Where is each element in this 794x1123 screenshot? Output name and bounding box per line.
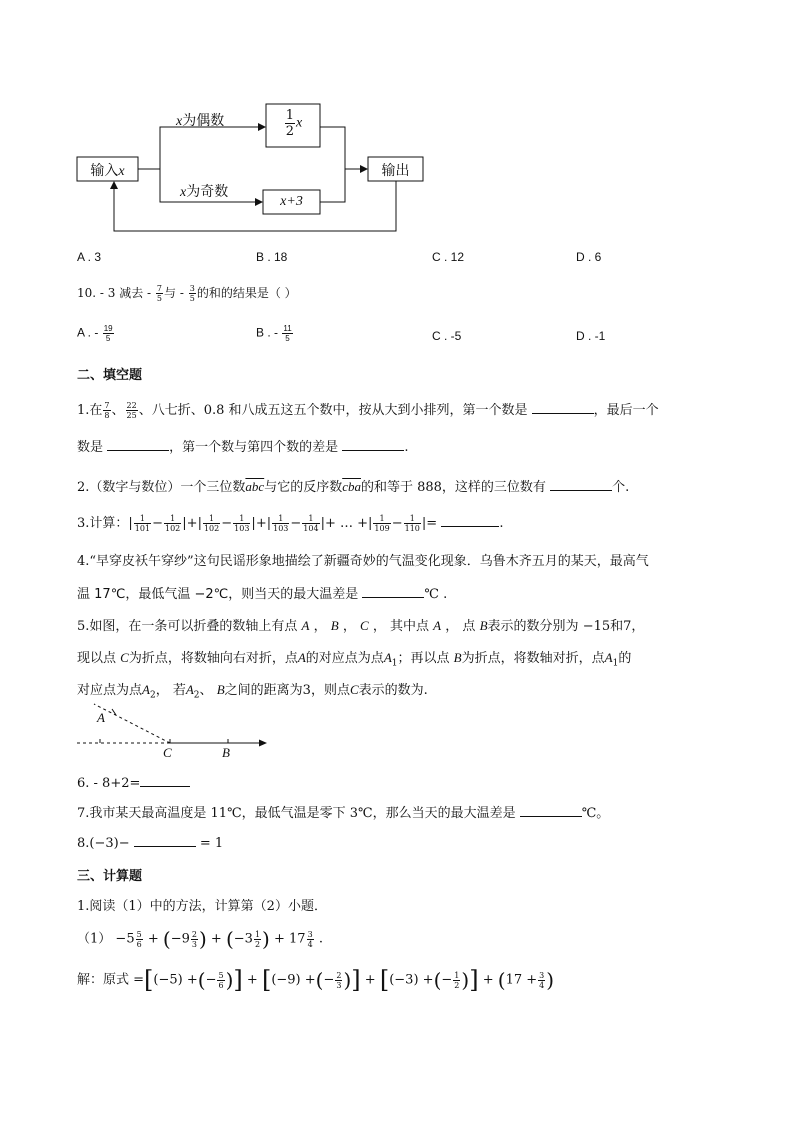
q9-option-a: A . 3 bbox=[77, 250, 102, 264]
fill4-line2: 温 17℃，最低气温 −2℃，则当天的最大温差是 ℃ . bbox=[77, 583, 447, 602]
calc1-intro: 1.阅读（1）中的方法，计算第（2）小题． bbox=[77, 899, 327, 914]
input-text: 输入 bbox=[90, 163, 119, 179]
fill5-line2: 现以点 C为折点，将数轴向右对折，点A的对应点为点$A_1$；再以点 B为折点，将数轴对折，点$A_1$的 bbox=[77, 650, 632, 669]
fill5-line1: 5.如图，在一条可以折叠的数轴上有点 A ， B ， C ， 其中点 A ， 点 B表示的数分别为 −15和7， bbox=[77, 618, 645, 634]
q10-frac-2: $\frac{3}{5}$ bbox=[189, 284, 195, 303]
q9-option-b: B . 18 bbox=[256, 250, 288, 264]
odd-var: x bbox=[180, 185, 187, 200]
section-2-heading: 二、填空题 bbox=[77, 368, 143, 383]
plus3-box-label: x+3 bbox=[280, 194, 303, 209]
output-box-label: 输出 bbox=[381, 163, 410, 179]
q10-option-a: A . - $\frac{19}{5}$ bbox=[77, 324, 113, 343]
half-var: x bbox=[296, 115, 303, 131]
fill8: 8.(−3)− = 1 bbox=[77, 833, 223, 851]
fig5-label-b: B bbox=[222, 745, 230, 760]
odd-text: 为奇数 bbox=[186, 184, 229, 200]
q10-option-b: B . - $\frac{11}{5}$ bbox=[256, 324, 292, 343]
fig5-label-a: A bbox=[97, 710, 105, 725]
fill2: 2.（数字与数位）一个三位数$\overline{abc}$与它的反序数$\overline{cba}$的和等于 888，这样的三位数有 个. bbox=[77, 479, 630, 495]
q9-option-c: C . 12 bbox=[432, 250, 465, 264]
q10-option-d: D . -1 bbox=[576, 329, 606, 343]
fill4-line1: 4.“早穿皮袄午穿纱”这句民谣形象地描绘了新疆奇妙的气温变化现象．乌鲁木齐五月的某天，最高气 bbox=[77, 554, 649, 569]
section-3-heading: 三、计算题 bbox=[77, 869, 143, 884]
half-fraction: $\frac{1}{2}$ bbox=[285, 108, 295, 139]
q10-frac-1: $\frac{7}{5}$ bbox=[156, 284, 163, 303]
even-text: 为偶数 bbox=[182, 113, 225, 129]
q9-option-d: D . 6 bbox=[576, 250, 602, 264]
fill5-line3: 对应点为点$A_2$， 若$A_2$、 B之间的距离为3，则点C表示的数为. bbox=[77, 682, 428, 701]
fill8-blank[interactable] bbox=[134, 833, 196, 847]
fill6-blank[interactable] bbox=[140, 773, 190, 787]
fill1-line1: 1.在 $\frac{7}{8}$ 、 $\frac{22}{25}$ 、八七折、0.8 和八成五这五个数中，按从大到小排列，第一个数是 ，最后一个 bbox=[77, 401, 659, 420]
fill7: 7.我市某天最高温度是 11℃，最低气温是零下 3℃，那么当天的最大温差是 ℃。 bbox=[77, 802, 609, 821]
fill6: 6. - 8+2= bbox=[77, 773, 190, 791]
even-var: x bbox=[176, 114, 183, 129]
fill1-line2: 数是 ，第一个数与第四个数的差是 . bbox=[77, 436, 408, 455]
q10-option-c: C . -5 bbox=[432, 329, 462, 343]
calc1-expression: （1） −5 $\frac{5}{6}$ + (−9 $\frac{2}{3}$ ) + (−3 $\frac{1}{2}$ ) + 17 $\frac{3}{4}$ . bbox=[77, 927, 323, 951]
fill7-blank[interactable] bbox=[520, 803, 582, 817]
solution-expression: 解：原式 =[(−5) +(− $\frac{5}{6}$ )] + [(−9) +(− $\frac{2}{3}$ )] + [(−3) +(− $\frac{1}{2}$ )] + (17 + $\frac{3}{4}$ ) bbox=[77, 966, 555, 994]
fill3: 3.计算：| $\frac{1}{101}$ − $\frac{1}{102}$ |+| $\frac{1}{102}$ − $\frac{1}{103}$ |+| $\frac{1}{103}$ − $\frac{1}{104}$ |+ … +| $\frac{1}{109}$ − $\frac{1}{110}$ |= . bbox=[77, 514, 504, 533]
fig5-label-c: C bbox=[163, 745, 172, 760]
q10-stem: 10. - 3 减去 - $\frac{7}{5}$ 与 - $\frac{3}{5}$ 的和的结果是（ ） bbox=[77, 284, 297, 303]
input-var: x bbox=[118, 164, 125, 179]
